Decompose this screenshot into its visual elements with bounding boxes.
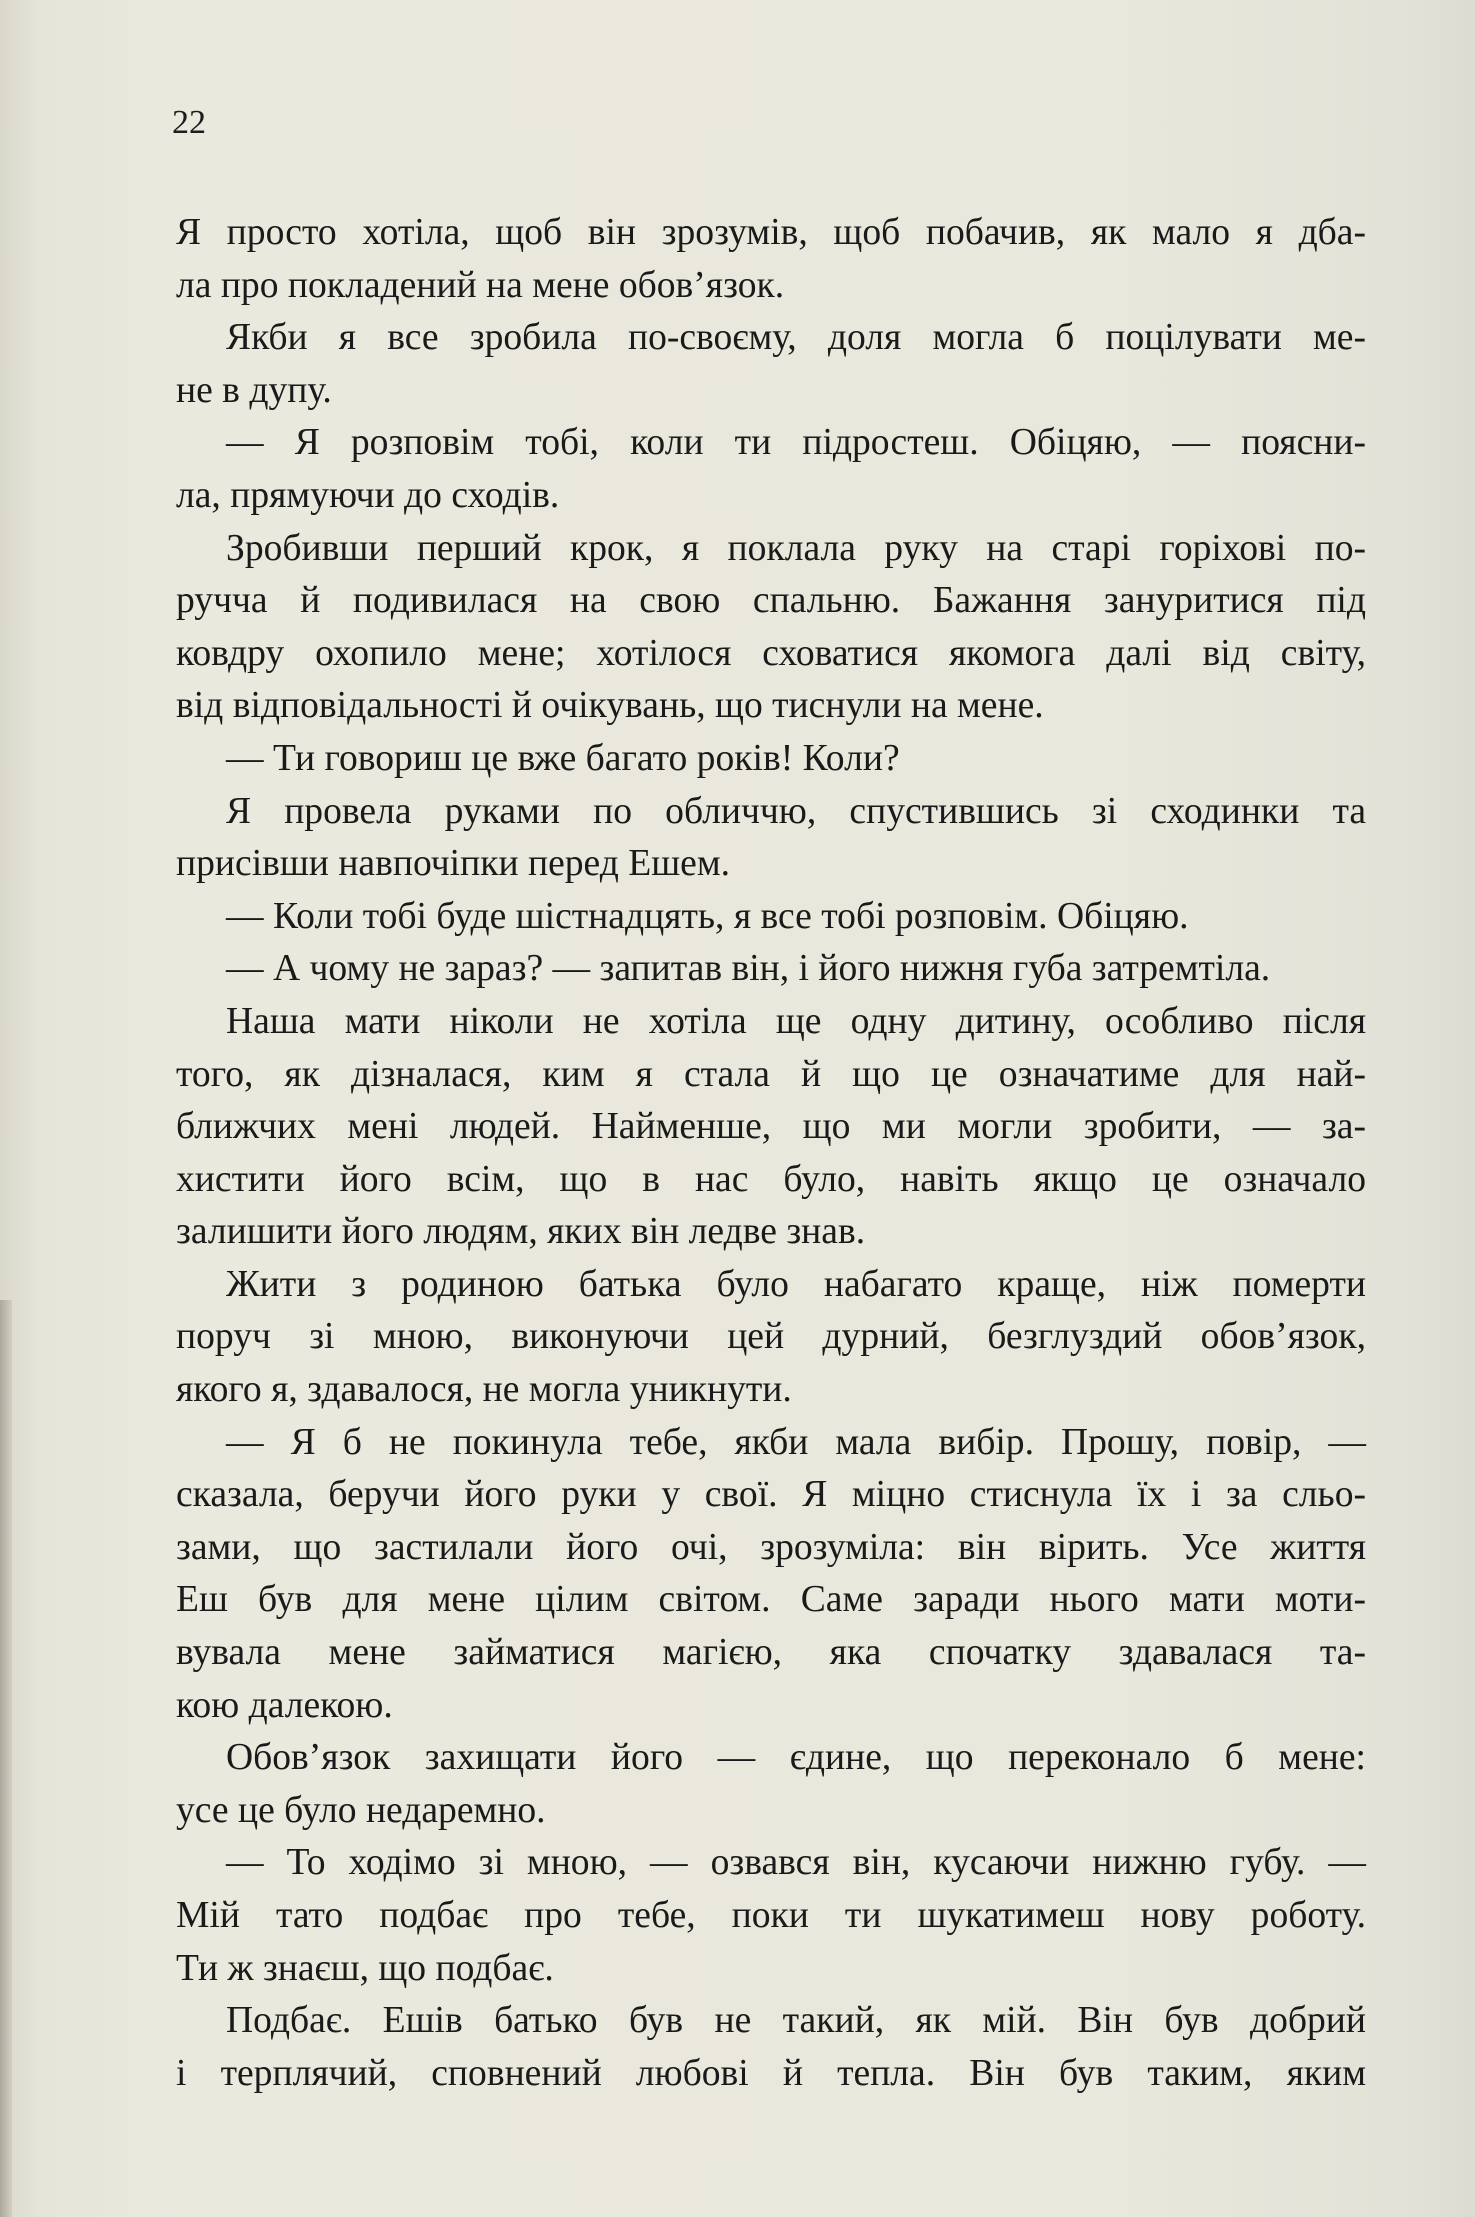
text-line: залишити його людям, яких він ледве знав. [176, 1211, 866, 1253]
text-line: сказала, беручи його руки у свої. Я міцно стиснула їх і за сльо- [176, 1474, 1366, 1516]
text-line: Ти ж знаєш, що подбає. [176, 1947, 554, 1989]
text-line: і терплячий, сповнений любові й тепла. Він був таким, яким [176, 2052, 1366, 2094]
text-line: ла про покладений на мене обов’язок. [176, 264, 785, 306]
text-line: Мій тато подбає про тебе, поки ти шукатимеш нову роботу. [176, 1895, 1366, 1936]
text-line: — Я б не покинула тебе, якби мала вибір. Прошу, повір, — [226, 1421, 1366, 1463]
text-line: Я провела руками по обличчю, спустившись зі сходинки та [226, 790, 1366, 832]
text-line: поруч зі мною, виконуючи цей дурний, безглуздий обов’язок, [176, 1316, 1366, 1358]
text-line: кою далекою. [176, 1684, 393, 1726]
text-line: Якби я все зробила по-своєму, доля могла б поцілувати ме- [226, 317, 1366, 359]
text-line: того, як дізналася, ким я стала й що це означатиме для най- [176, 1053, 1366, 1095]
page-number: 22 [172, 104, 206, 141]
text-line: якого я, здавалося, не могла уникнути. [176, 1369, 792, 1411]
text-line: зами, що застилали його очі, зрозуміла: він вірить. Усе життя [176, 1526, 1366, 1568]
text-line: усе це було недаремно. [176, 1789, 546, 1831]
text-line: Зробивши перший крок, я поклала руку на старі горіхові по- [226, 527, 1366, 569]
text-line: Наша мати ніколи не хотіла ще одну дитину, особливо після [226, 1000, 1366, 1042]
text-line: вувала мене займатися магією, яка спочатку здавалася та- [176, 1632, 1366, 1674]
text-line: присівши навпочіпки перед Ешем. [176, 843, 731, 885]
text-line: — Ти говориш це вже багато років! Коли? [226, 737, 900, 779]
text-line: ручча й подивилася на свою спальню. Бажання зануритися під [176, 580, 1366, 622]
text-line: від відповідальності й очікувань, що тиснули на мене. [176, 685, 1044, 727]
text-line: хистити його всім, що в нас було, навіть якщо це означало [176, 1158, 1366, 1200]
text-line: ближчих мені людей. Найменше, що ми могли зробити, — за- [176, 1106, 1366, 1148]
text-line: ковдру охопило мене; хотілося сховатися якомога далі від світу, [176, 632, 1366, 674]
text-line: Обов’язок захищати його — єдине, що переконало б мене: [226, 1737, 1366, 1779]
text-line: — А чому не зараз? — запитав він, і його нижня губа затремтіла. [226, 948, 1271, 990]
text-line: Жити з родиною батька було набагато краще, ніж померти [226, 1263, 1366, 1305]
text-line: Я просто хотіла, щоб він зрозумів, щоб побачив, як мало я дба- [176, 212, 1366, 253]
page-edge-shadow [0, 1300, 12, 2217]
text-line: — Я розповім тобі, коли ти підростеш. Обіцяю, — поясни- [226, 422, 1366, 464]
body-text [176, 207, 1366, 2100]
text-line: ла, прямуючи до сходів. [176, 474, 560, 516]
text-line: не в дупу. [176, 369, 332, 411]
text-line: Подбає. Ешів батько був не такий, як мій. Він був добрий [226, 2000, 1366, 2042]
text-line: — Коли тобі буде шістнадцять, я все тобі розповім. Обіцяю. [226, 895, 1189, 937]
text-line: Еш був для мене цілим світом. Саме заради нього мати моти- [176, 1579, 1366, 1621]
text-line: — То ходімо зі мною, — озвався він, кусаючи нижню губу. — [226, 1842, 1366, 1884]
